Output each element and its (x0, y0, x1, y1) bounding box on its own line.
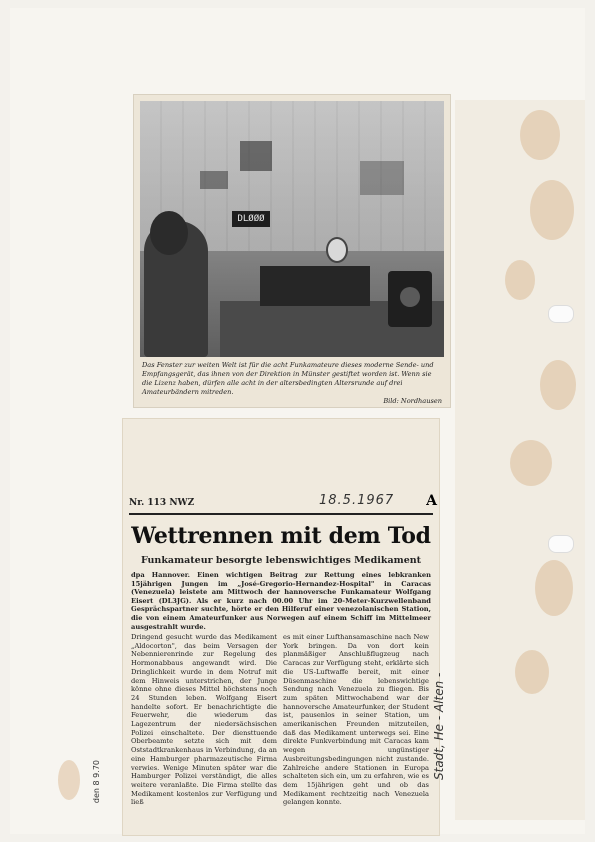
margin-note-right: Stadt, He - Alten - (432, 672, 446, 780)
article-clipping (122, 418, 440, 836)
handwritten-date: 18.5.1967 (319, 493, 395, 508)
margin-note-left: den 8 9.70 (92, 760, 101, 804)
radio-station-photo (140, 101, 444, 357)
photo-poster (360, 161, 404, 195)
issue-number: Nr. 113 NWZ (129, 498, 195, 508)
masthead-rule (129, 513, 433, 515)
body-column-left (131, 633, 277, 807)
photo-meter (326, 237, 348, 263)
stain (510, 440, 552, 486)
body-column-right (283, 633, 429, 807)
photo-poster (240, 141, 272, 171)
column-text: Dringend gesucht wurde das Medikament „Aldocorton", das beim Versagen der Nebennierenrinde zur Regelung des Hormonabbaus angewandt wird. Die Dringlichkeit wurde in dem Notruf mit dem Hinweis unterstrichen, der Junge könne ohne dieses Mittel höchstens noch 24 Stunden leben. Wolfgang Eisert handelte sofort. Er benachrichtigte die Feuerwehr, die wiederum das Lagezentrum der niedersächsischen Polizei einschaltete. Der diensttuende Oberbeamte setzte sich mit dem Oststadtkrankenhaus in Verbindung, da an eine Hamburger pharmazeutische Firma verwies. Wenige Minuten später war die Hamburger Polizei verständigt, die alles weitere veranlaßte. Die Firma stellte das Medikament kostenlos zur Verfügung und ließ (131, 633, 277, 807)
photo-credit: Bild: Nordhausen (383, 397, 442, 405)
photo-clipping (133, 94, 451, 408)
stain (530, 180, 574, 240)
punch-hole (548, 535, 574, 553)
caption-text: Das Fenster zur weiten Welt ist für die acht Funkamateure dieses moderne Sende- und Empfangsgerät, das ihnen von der Direktion in Münster gestiftet worden ist. Wenn sie die Lizenz haben, dürfen alle acht in der altersbedingten Altersrunde auf drei Amateurbändern mitreden. (142, 361, 434, 396)
subheadline: Funkamateur besorgte lebenswichtiges Medikament (140, 555, 422, 566)
callsign-sign: DLØØØ (232, 211, 270, 227)
stain (535, 560, 573, 616)
corner-letter: A (426, 493, 437, 509)
photo-caption (142, 361, 442, 406)
headline: Wettrennen mit dem Tod (131, 523, 431, 549)
lead-paragraph: dpa Hannover. Einen wichtigen Beitrag zur Rettung eines lebkranken 15jährigen Jungen im „José-Gregorio-Hernandez-Hospital" in Caracas (Venezuela) leistete am Mittwoch der hannoversche Funkamateur Wolfgang Eisert (DL3JG). Als er kurz nach 00.00 Uhr im 20-Meter-Kurzwellenband Gesprächspartner suchte, hörte er den Hilferuf einer venezolanischen Station, die von einem Amateurfunker aus Norwegen auf einem Schiff im Mittelmeer ausgestrahlt wurde. (131, 571, 431, 631)
column-text: es mit einer Lufthansamaschine nach New York bringen. Da von dort kein planmäßiger Anschlußflugzeug nach Caracas zur Verfügung steht, erklärte sich die US-Luftwaffe bereit, mit einer Düsenmaschine die lebenswichtige Sendung nach Venezuela zu fliegen. Bis zum späten Mittwochabend war der hannoversche Amateurfunker, der Student ist, pausenlos in seiner Station, um amerikanischen Freunden mitzuteilen, daß das Medikament unterwegs sei. Eine direkte Funkverbindung mit Caracas kam wegen ungünstiger Ausbreitungsbedingungen nicht zustande. Zahlreiche andere Stationen in Europa schalteten sich ein, um zu erfahren, wie es dem 15jährigen geht und ob das Medikament rechtzeitig nach Venezuela gelangen konnte. (283, 633, 429, 807)
stain (520, 110, 560, 160)
stain (58, 760, 80, 800)
stain (515, 650, 549, 694)
stain (540, 360, 576, 410)
stain (505, 260, 535, 300)
photo-transceiver (260, 266, 370, 306)
punch-hole (548, 305, 574, 323)
photo-operator-head (150, 211, 188, 255)
masthead (129, 493, 437, 513)
photo-speaker (388, 271, 432, 327)
photo-poster (200, 171, 228, 189)
